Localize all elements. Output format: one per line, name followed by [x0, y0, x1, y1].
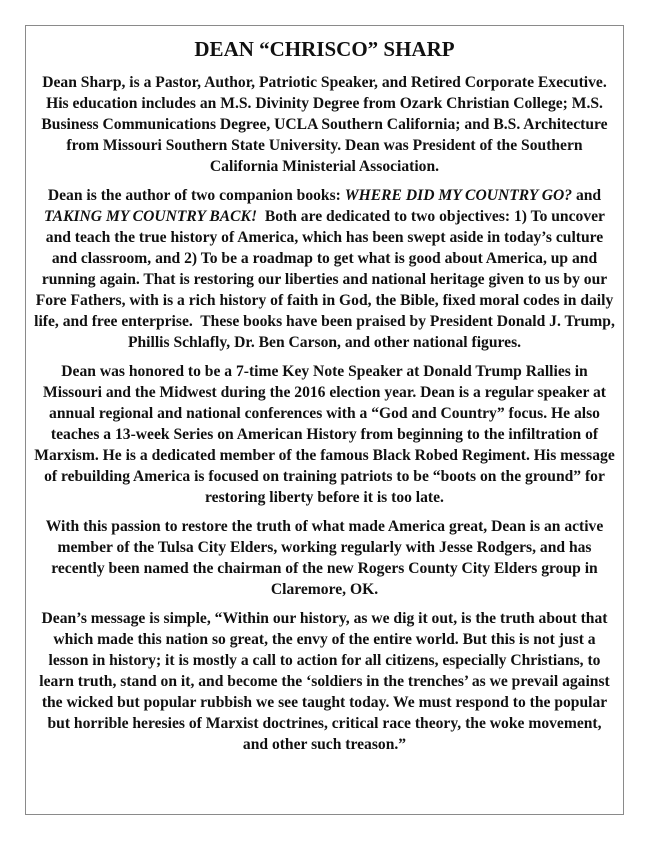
paragraph-speaking: Dean was honored to be a 7-time Key Note Speaker at Donald Trump Rallies in Missouri and the Midwest during the 2016 election year. Dean is a regular speaker at annual regional and national conferences with a “God and Country” focus. He also teaches a 13-week Series on American History from beginning to the infiltration of Marxism. He is a dedicated member of the famous Black Robed Regiment. His message of rebuilding America is focused on training patriots to be “boots on the ground” for restoring liberty before it is too late. [34, 363, 615, 506]
paragraph-books [34, 185, 619, 353]
bio-document [25, 25, 624, 815]
paragraph-education: Dean Sharp, is a Pastor, Author, Patriotic Speaker, and Retired Corporate Executive. His education includes an M.S. Divinity Degree from Ozark Christian College; M.S. Business Communications Degree, UCLA Southern California; and B.S. Architecture from Missouri Southern State University. Dean was President of the Southern California Ministerial Association. [41, 74, 608, 175]
books-intro: Dean is the author of two companion books: [47, 187, 345, 204]
book-title-1: WHERE DID MY COUNTRY GO? [344, 187, 573, 204]
book-title-2: TAKING MY COUNTRY BACK! [44, 208, 258, 225]
paragraph-city-elders: With this passion to restore the truth of what made America great, Dean is an active member of the Tulsa City Elders, working regularly with Jesse Rodgers, and has recently been named the chairman of the new Rogers County City Elders group in Claremore, OK. [45, 518, 604, 598]
page-title: DEAN “CHRISCO” SHARP [194, 37, 455, 61]
books-and: and [572, 187, 602, 204]
books-description: Both are dedicated to two objectives: 1) To uncover and teach the true history of America, which has been swept aside in today’s culture and classroom, and 2) To be a roadmap to get what is good about America, up and running again. That is restoring our liberties and national heritage given to us by our Fore Fathers, with is a rich history of faith in God, the Bible, fixed moral codes in daily life, and free enterprise. These books have been praised by President Donald J. Trump, Phillis Schlafly, Dr. Ben Carson, and other national figures. [34, 208, 619, 351]
paragraph-message: Dean’s message is simple, “Within our history, as we dig it out, is the truth about that which made this nation so great, the envy of the entire world. But this is not just a lesson in history; it is mostly a call to action for all citizens, especially Christians, to learn truth, stand on it, and become the ‘soldiers in the trenches’ as we prevail against the wicked but popular rubbish we see taught today. We must respond to the popular but horrible heresies of Marxist doctrines, critical race theory, the woke movement, and other such treason.” [39, 610, 610, 753]
